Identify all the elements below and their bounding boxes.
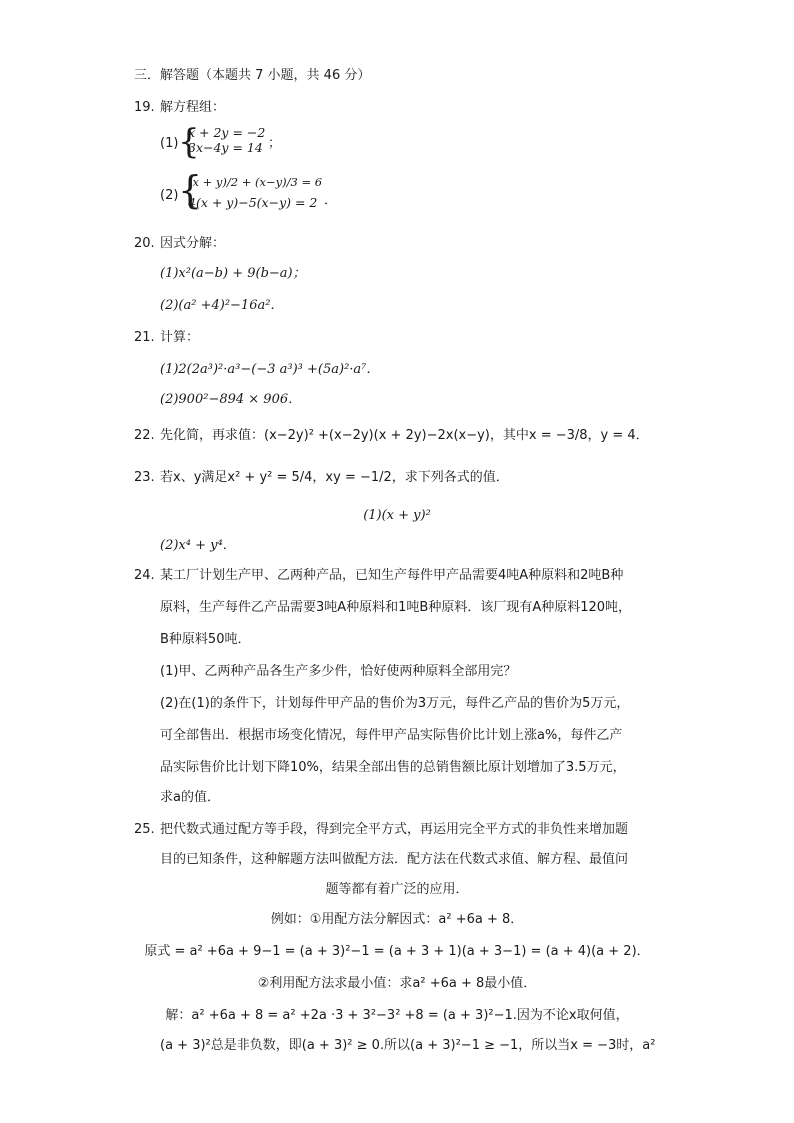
q22-number: 22. [134,428,155,443]
q19-p2-eq2: 4(x + y)−5(x−y) = 2 [188,195,318,210]
q22-text: 先化简，再求值：(x−2y)² +(x−2y)(x + 2y)−2x(x−y)，其中x = −3/8，y = 4． [160,428,649,443]
q19-p2-eq1: (x + y)/2 + (x−y)/3 = 6 [188,175,323,189]
q25-line-6: ②利用配方法求最小值：求a² +6a + 8最小值． [257,976,537,991]
q19-p1-end: ； [268,136,282,151]
q24-number: 24. [134,568,155,583]
q23-part1: (1)(x + y)² [363,508,431,523]
q19-p2-label: (2) [160,188,179,203]
q19-p2-end: ． [324,193,338,208]
q23-text: 若x、y满足x² + y² = 5/4，xy = −1/2，求下列各式的值． [160,470,509,485]
q19-p1-brace: { [178,122,200,162]
q20-part1: (1)x²(a−b) + 9(b−a)； [160,266,306,281]
q19-p1-label: (1) [160,136,179,151]
q19-p1-eq1: x + 2y = −2 [188,125,266,140]
q24-line-1: 某工厂计划生产甲、乙两种产品，已知生产每件甲产品需要4吨A种原料和2吨B种 [160,568,624,583]
q25-line-2: 目的已知条件，这种解题方法叫做配方法．配方法在代数式求值、解方程、最值问 [160,852,629,867]
q23-part2: (2)x⁴ + y⁴． [160,538,236,553]
q19-number: 19. [134,100,155,115]
q25-line-1: 把代数式通过配方等手段，得到完全平方式，再运用完全平方式的非负性来增加题 [160,822,629,837]
q24-line-2: 原料，生产每件乙产品需要3吨A种原料和1吨B种原料．该厂现有A种原料120吨， [160,600,632,615]
q19-p1-eq2: 3x−4y = 14 [188,140,263,155]
q19-title: 解方程组： [160,100,226,115]
q25-line-8: (a + 3)²总是非负数，即(a + 3)² ≥ 0.所以(a + 3)²−1 ≥ −1，所以当x = −3时，a² [160,1038,656,1053]
q24-line-5: (2)在(1)的条件下，计划每件甲产品的售价为3万元，每件乙产品的售价为5万元， [160,696,630,711]
q20-part2: (2)(a² +4)²−16a²． [160,298,284,313]
q25-number: 25. [134,822,155,837]
q24-line-8: 求a的值． [160,790,220,805]
q24-line-3: B种原料50吨． [160,632,251,647]
q23-number: 23. [134,470,155,485]
q25-line-4: 例如：①用配方法分解因式：a² +6a + 8． [270,912,524,927]
section-title: 三．解答题（本题共 7 小题，共 46 分） [134,68,371,83]
q21-title: 计算： [160,330,200,345]
q24-line-6: 可全部售出．根据市场变化情况，每件甲产品实际售价比计划上涨a%，每件乙产 [160,728,623,743]
q20-number: 20. [134,236,155,251]
q25-line-3: 题等都有着广泛的应用． [325,882,469,897]
q21-part2: (2)900²−894 × 906． [160,392,302,407]
q20-title: 因式分解： [160,236,226,251]
q24-line-4: (1)甲、乙两种产品各生产多少件，恰好使两种原料全部用完？ [160,664,517,679]
q25-line-5: 原式 = a² +6a + 9−1 = (a + 3)²−1 = (a + 3 + 1)(a + 3−1) = (a + 4)(a + 2)． [144,944,650,959]
q21-number: 21. [134,330,155,345]
q25-line-7: 解：a² +6a + 8 = a² +2a ·3 + 3²−3² +8 = (a + 3)²−1.因为不论x取何值， [165,1008,629,1023]
q21-part1: (1)2(2a³)²·a³−(−3 a³)³ +(5a)²·a⁷． [160,362,380,377]
q24-line-7: 品实际售价比计划下降10%，结果全部出售的总销售额比原计划增加了3.5万元， [160,760,626,775]
q19-p2-brace: { [178,168,203,212]
